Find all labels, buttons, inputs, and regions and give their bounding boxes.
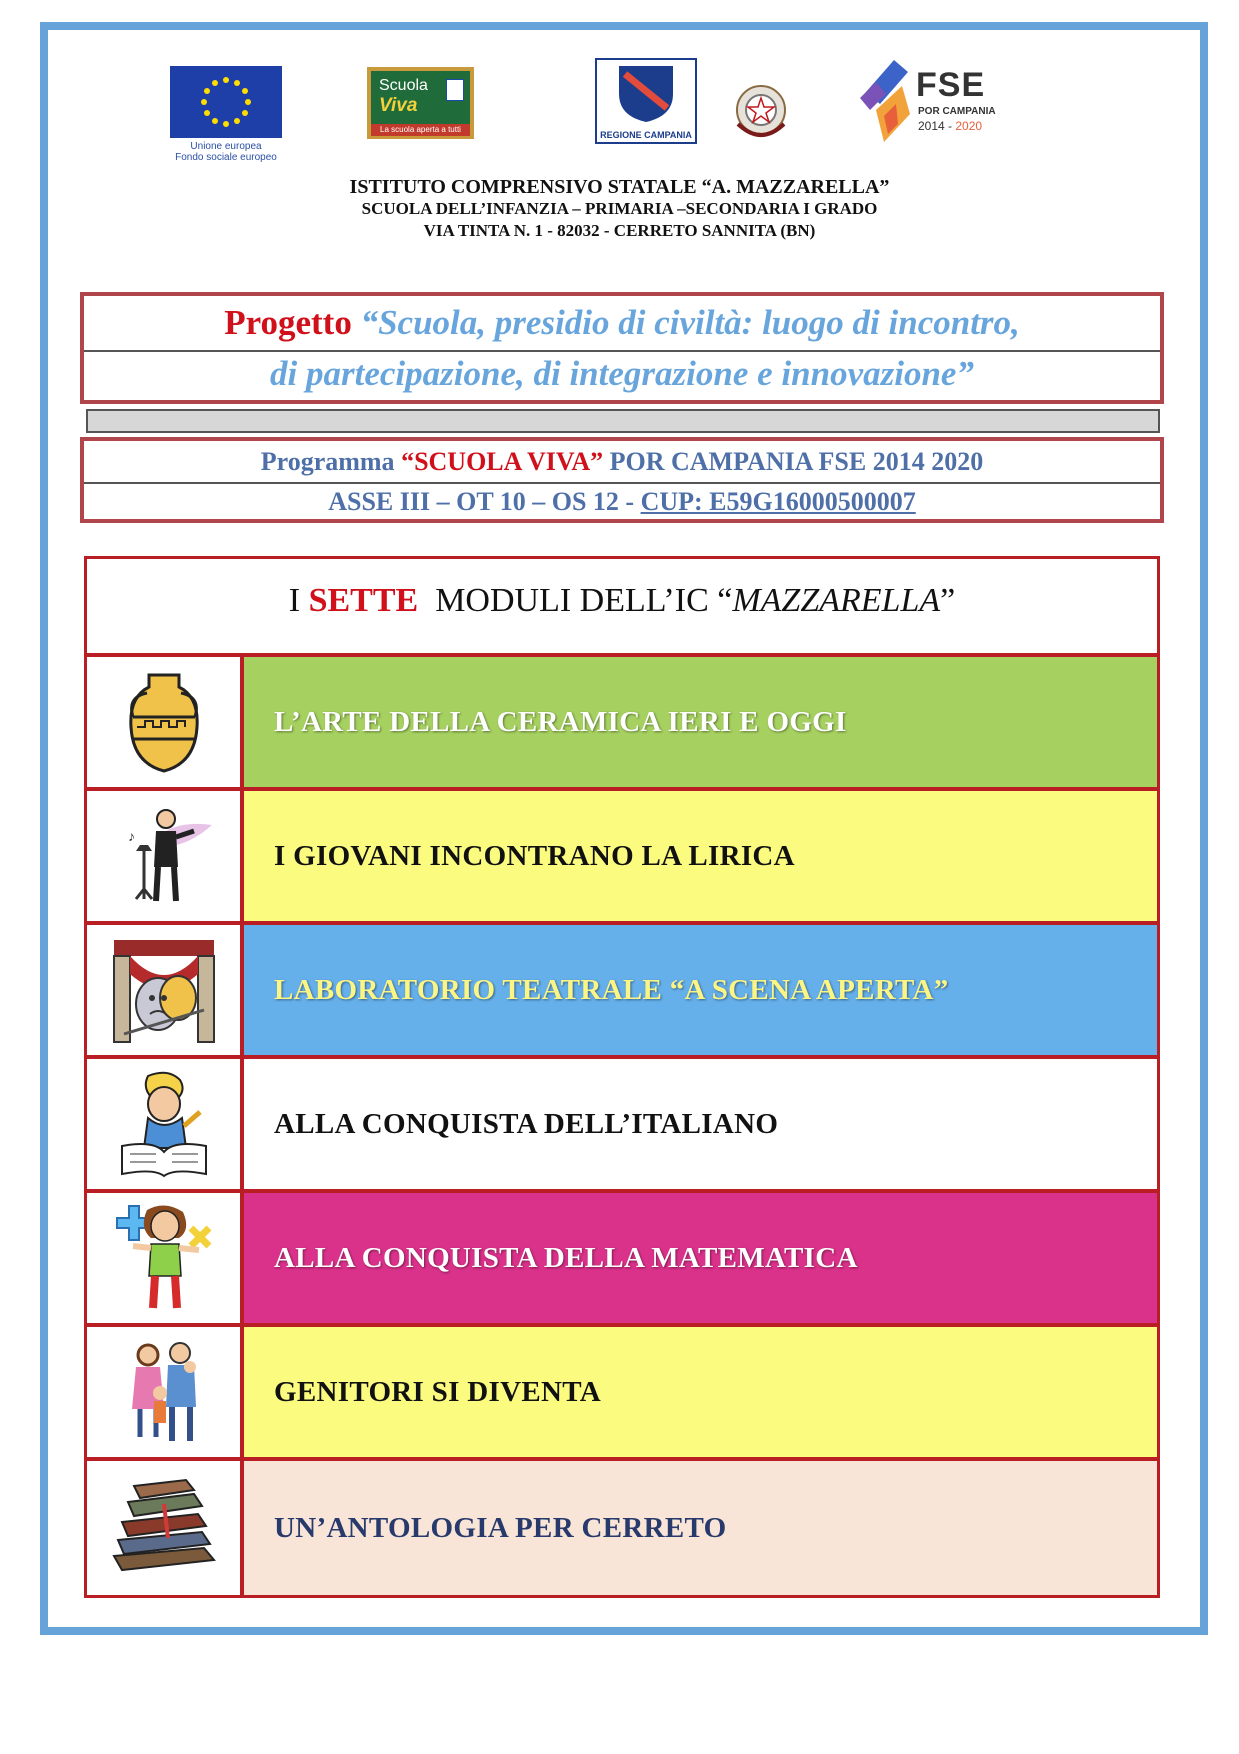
module-row	[87, 791, 1157, 925]
project-title-line-1: Progetto “Scuola, presidio di civiltà: luogo di incontro,	[224, 303, 1020, 342]
project-title-line-2: di partecipazione, di integrazione e innovazione”	[270, 354, 974, 393]
fse-years: 2014 - 2020	[918, 119, 983, 133]
school-address: VIA TINTA N. 1 - 82032 - CERRETO SANNITA (BN)	[423, 221, 816, 240]
fse-por-campania-logo: FSE POR CAMPANIA 2014 - 2020	[856, 52, 996, 152]
school-name: ISTITUTO COMPRENSIVO STATALE “A. MAZZARELLA”	[349, 176, 890, 198]
programme-box	[80, 437, 1164, 523]
module-label: ALLA CONQUISTA DELL’ITALIANO	[244, 1059, 1157, 1189]
module-row	[87, 1193, 1157, 1327]
vase-icon	[119, 667, 209, 777]
project-box	[80, 292, 1164, 404]
singer-icon	[114, 801, 214, 911]
math-girl-icon	[109, 1200, 219, 1316]
module-label: GENITORI SI DIVENTA	[244, 1327, 1157, 1457]
project-label: Progetto	[224, 303, 352, 342]
module-row	[87, 1059, 1157, 1193]
module-label: ALLA CONQUISTA DELLA MATEMATICA	[244, 1193, 1157, 1323]
module-label: I GIOVANI INCONTRANO LA LIRICA	[244, 791, 1157, 921]
svg-text:♪: ♪	[127, 830, 135, 845]
theater-masks-icon	[104, 934, 224, 1046]
school-levels: SCUOLA DELL’INFANZIA – PRIMARIA –SECONDARIA I GRADO	[361, 199, 878, 218]
modules-title: I SETTE MODULI DELL’IC “MAZZARELLA”	[87, 559, 1157, 657]
regione-shield-icon	[597, 60, 695, 126]
modules-table	[84, 556, 1160, 1598]
module-row	[87, 657, 1157, 791]
fse-shape-icon	[856, 52, 916, 150]
programme-line: Programma “SCUOLA VIVA” POR CAMPANIA FSE 2014 2020	[260, 447, 984, 476]
programme-axis-line: ASSE III – OT 10 – OS 12 - CUP: E59G16000500007	[328, 487, 916, 516]
scuola-viva-logo: Scuola Viva La scuola aperta a tutti	[367, 67, 474, 139]
cup-code: CUP: E59G16000500007	[640, 487, 916, 516]
logo-strip	[0, 0, 1239, 163]
italian-republic-emblem-icon	[728, 76, 794, 148]
module-label: UN’ANTOLOGIA PER CERRETO	[244, 1461, 1157, 1595]
writing-child-icon	[114, 1068, 214, 1180]
module-row	[87, 1327, 1157, 1461]
module-label: LABORATORIO TEATRALE “A SCENA APERTA”	[244, 925, 1157, 1055]
module-row	[87, 1461, 1157, 1595]
module-label: L’ARTE DELLA CERAMICA IERI E OGGI	[244, 657, 1157, 787]
project-divider	[84, 350, 1160, 352]
family-icon	[114, 1337, 214, 1447]
programme-divider	[84, 482, 1160, 484]
separator-bar	[86, 409, 1160, 433]
eu-caption: Unione europea Fondo sociale europeo	[175, 141, 277, 163]
module-row	[87, 925, 1157, 1059]
regione-campania-logo: REGIONE CAMPANIA	[595, 58, 697, 144]
scuola-viva-shield-icon	[446, 79, 464, 101]
books-icon	[104, 1478, 224, 1578]
